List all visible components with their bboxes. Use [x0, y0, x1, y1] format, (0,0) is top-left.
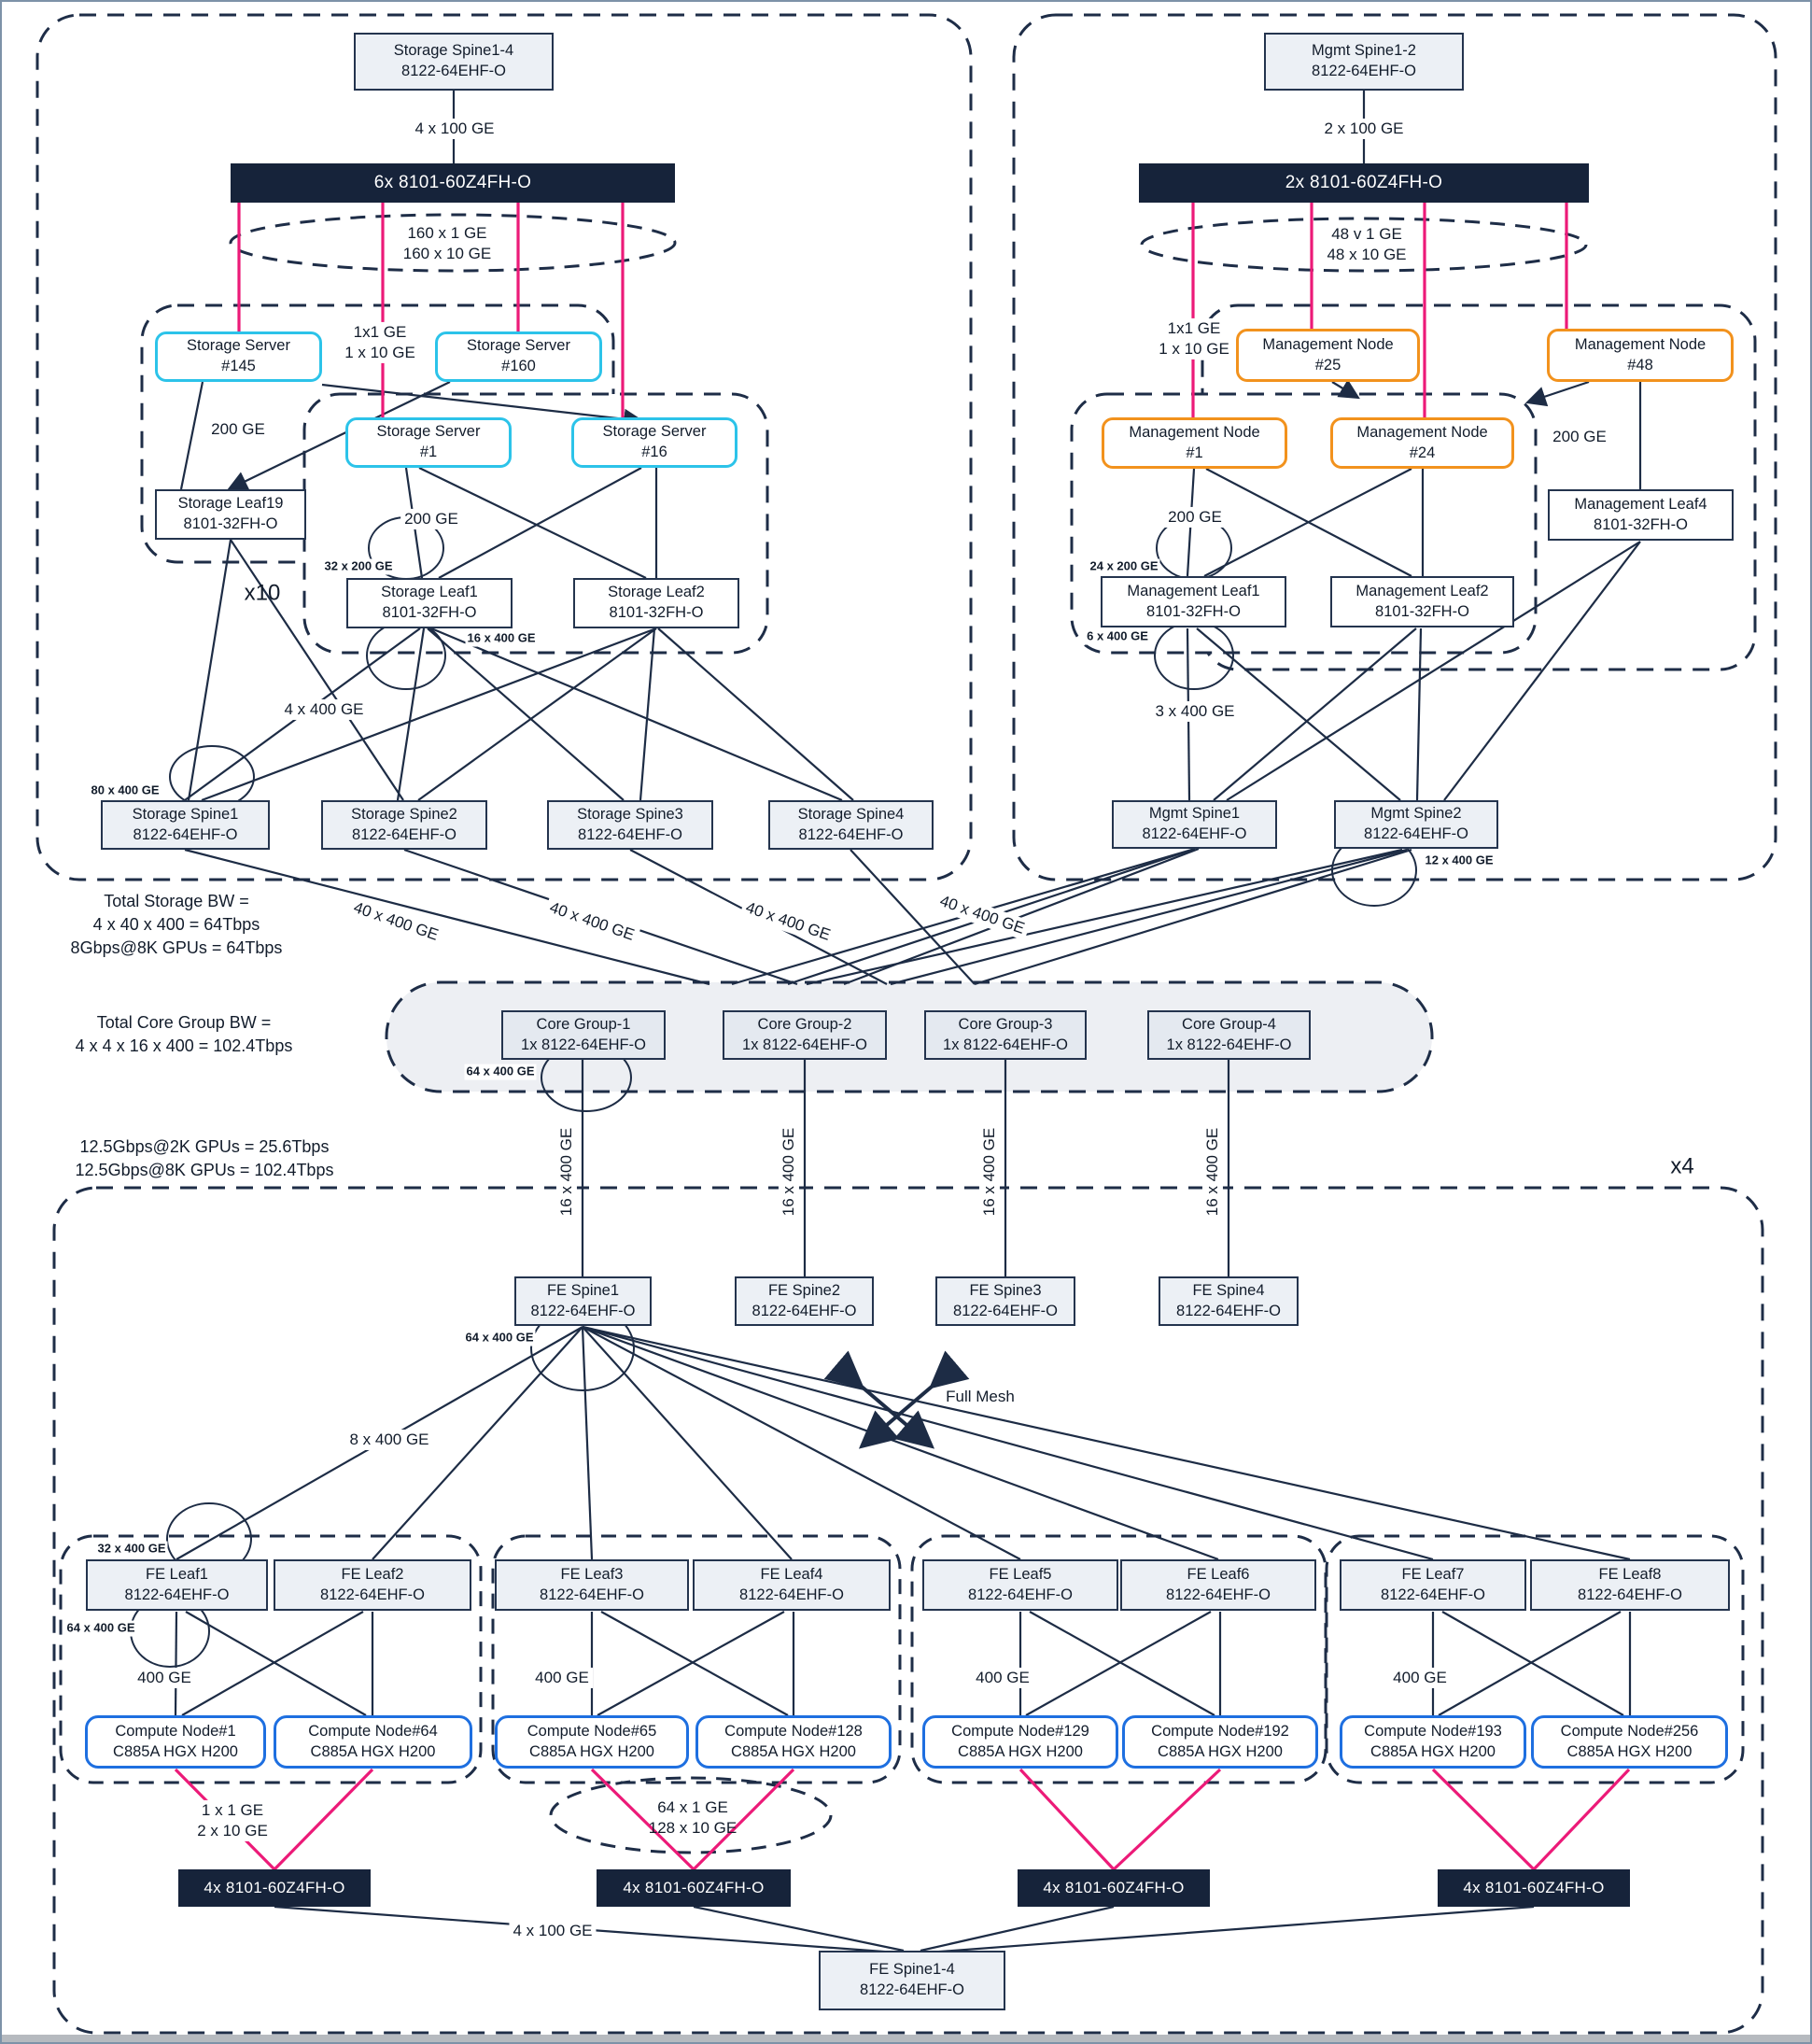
node-storage-server-1: Storage Server #1 [345, 417, 512, 468]
node-mgmt-spine1: Mgmt Spine1 8122-64EHF-O [1112, 800, 1277, 849]
node-fe-spine2: FE Spine2 8122-64EHF-O [735, 1276, 874, 1326]
node-storage-spine2: Storage Spine2 8122-64EHF-O [321, 800, 487, 850]
node-fe-leaf6: FE Leaf6 8122-64EHF-O [1120, 1559, 1316, 1611]
note-total-storage-bw: Total Storage BW = 4 x 40 x 400 = 64Tbps 8Gbps@8K GPUs = 64Tbps [70, 892, 283, 958]
label-12x400ge: 12 x 400 GE [1425, 853, 1494, 867]
node-fe-leaf8: FE Leaf8 8122-64EHF-O [1530, 1559, 1730, 1611]
node-fe-leaf7: FE Leaf7 8122-64EHF-O [1340, 1559, 1526, 1611]
node-fe-spine4: FE Spine4 8122-64EHF-O [1159, 1276, 1299, 1326]
node-core-group-2: Core Group-2 1x 8122-64EHF-O [723, 1010, 887, 1060]
node-fe-leaf4: FE Leaf4 8122-64EHF-O [693, 1559, 891, 1611]
node-mgmt-leaf4: Management Leaf4 8101-32FH-O [1548, 489, 1734, 541]
node-mgmt-leaf1: Management Leaf1 8101-32FH-O [1101, 576, 1286, 627]
label-200ge-leaf4: 200 GE [1549, 427, 1610, 447]
node-storage-leaf1: Storage Leaf1 8101-32FH-O [346, 578, 513, 628]
node-mgmt-leaf2: Management Leaf2 8101-32FH-O [1330, 576, 1514, 627]
label-32x400ge-fe: 32 x 400 GE [97, 1541, 166, 1556]
label-16x400ge-storage: 16 x 400 GE [467, 630, 536, 645]
label-storage-fanout: 160 x 1 GE 160 x 10 GE [402, 223, 492, 262]
node-compute-193: Compute Node#193 C885A HGX H200 [1340, 1715, 1526, 1769]
node-compute-64: Compute Node#64 C885A HGX H200 [274, 1715, 472, 1769]
node-compute-129: Compute Node#129 C885A HGX H200 [922, 1715, 1118, 1769]
node-storage-server-16: Storage Server #16 [571, 417, 737, 468]
label-40x400ge-2: 40 x 400 GE [543, 896, 640, 947]
label-400ge-g4: 400 GE [1389, 1668, 1451, 1688]
node-core-group-4: Core Group-4 1x 8122-64EHF-O [1147, 1010, 1311, 1060]
node-storage-spine3: Storage Spine3 8122-64EHF-O [547, 800, 713, 850]
node-fe-spine3: FE Spine3 8122-64EHF-O [935, 1276, 1075, 1326]
node-mgmt-spine2: Mgmt Spine2 8122-64EHF-O [1334, 800, 1498, 849]
node-storage-leaf2: Storage Leaf2 8101-32FH-O [573, 578, 739, 628]
label-mgmt-server-link: 1x1 GE 1 x 10 GE [1155, 318, 1233, 359]
label-storage-uplink: 4 x 100 GE [411, 119, 498, 139]
label-8x400ge: 8 x 400 GE [345, 1430, 432, 1450]
label-200ge-storage: 200 GE [400, 509, 462, 529]
label-x10: x10 [244, 580, 281, 606]
node-sublabel: 8122-64EHF-O [401, 63, 506, 79]
label-32x200ge: 32 x 200 GE [324, 558, 393, 573]
node-storage-spine-group [354, 33, 554, 91]
node-compute-192: Compute Node#192 C885A HGX H200 [1122, 1715, 1318, 1769]
label-3x400ge: 3 x 400 GE [1151, 701, 1238, 722]
label-40x400ge-4: 40 x 400 GE [934, 890, 1031, 940]
node-fe-oob-4: 4x 8101-60Z4FH-O [1438, 1869, 1630, 1907]
node-storage-leaf19: Storage Leaf19 8101-32FH-O [155, 489, 306, 540]
note-total-core-bw: Total Core Group BW = 4 x 4 x 16 x 400 = 102.4Tbps [75, 1012, 293, 1055]
bottom-window-edge [2, 2035, 1810, 2044]
node-fe-oob-2: 4x 8101-60Z4FH-O [597, 1869, 791, 1907]
node-fe-leaf2: FE Leaf2 8122-64EHF-O [274, 1559, 471, 1611]
node-mgmt-node-48: Management Node #48 [1547, 329, 1734, 382]
label-24x200ge: 24 x 200 GE [1089, 558, 1159, 573]
node-fe-spine1: FE Spine1 8122-64EHF-O [514, 1276, 652, 1326]
label-6x400ge: 6 x 400 GE [1087, 628, 1148, 643]
node-storage-oob-switches [231, 163, 675, 203]
label-4x400ge: 4 x 400 GE [280, 699, 367, 720]
note-gpu-bw: 12.5Gbps@2K GPUs = 25.6Tbps 12.5Gbps@8K GPUs = 102.4Tbps [75, 1136, 334, 1179]
label-storage-server-link: 1x1 GE 1 x 10 GE [341, 322, 419, 363]
node-compute-128: Compute Node#128 C885A HGX H200 [695, 1715, 892, 1769]
node-fe-leaf1: FE Leaf1 8122-64EHF-O [86, 1559, 268, 1611]
node-storage-spine1: Storage Spine1 8122-64EHF-O [101, 800, 270, 850]
node-core-group-3: Core Group-3 1x 8122-64EHF-O [924, 1010, 1087, 1060]
label-mgmt-fanout: 48 v 1 GE 48 x 10 GE [1327, 224, 1407, 263]
label-16x400ge-v3: 16 x 400 GE [979, 1124, 1000, 1220]
node-label: Storage Spine1-4 [393, 42, 514, 60]
node-mgmt-node-25: Management Node #25 [1236, 329, 1420, 382]
label-40x400ge-3: 40 x 400 GE [739, 896, 836, 947]
node-compute-256: Compute Node#256 C885A HGX H200 [1531, 1715, 1728, 1769]
node-mgmt-spine-group: Mgmt Spine1-2 8122-64EHF-O [1264, 33, 1464, 91]
node-mgmt-node-24: Management Node #24 [1330, 417, 1514, 469]
label-200ge-leaf19: 200 GE [207, 419, 269, 440]
node-fe-leaf5: FE Leaf5 8122-64EHF-O [922, 1559, 1118, 1611]
label-mgmt-uplink: 2 x 100 GE [1320, 119, 1407, 139]
label-400ge-g1: 400 GE [133, 1668, 195, 1688]
node-storage-spine4: Storage Spine4 8122-64EHF-O [768, 800, 934, 850]
node-compute-65: Compute Node#65 C885A HGX H200 [495, 1715, 689, 1769]
node-fe-spine-group: FE Spine1-4 8122-64EHF-O [819, 1951, 1005, 2010]
node-mgmt-oob-switches: 2x 8101-60Z4FH-O [1139, 163, 1589, 203]
label-64x400ge-core: 64 x 400 GE [466, 1064, 535, 1078]
label-full-mesh: Full Mesh [946, 1387, 1015, 1405]
node-label: 6x 8101-60Z4FH-O [373, 173, 532, 193]
node-mgmt-node-1: Management Node #1 [1102, 417, 1287, 469]
label-400ge-g2: 400 GE [531, 1668, 593, 1688]
label-host-fanout: 64 x 1 GE 128 x 10 GE [648, 1797, 737, 1837]
label-80x400ge: 80 x 400 GE [91, 782, 160, 797]
node-fe-oob-3: 4x 8101-60Z4FH-O [1018, 1869, 1210, 1907]
label-4x100ge-bottom: 4 x 100 GE [509, 1921, 596, 1941]
label-40x400ge-1: 40 x 400 GE [347, 896, 444, 947]
node-fe-leaf3: FE Leaf3 8122-64EHF-O [495, 1559, 689, 1611]
label-16x400ge-v1: 16 x 400 GE [556, 1124, 577, 1220]
label-400ge-g3: 400 GE [972, 1668, 1033, 1688]
node-compute-1: Compute Node#1 C885A HGX H200 [85, 1715, 266, 1769]
label-x4: x4 [1670, 1153, 1694, 1179]
label-16x400ge-v4: 16 x 400 GE [1202, 1124, 1223, 1220]
label-64x400ge-fespine: 64 x 400 GE [465, 1330, 534, 1345]
label-64x400ge-feleaf: 64 x 400 GE [66, 1620, 135, 1635]
label-200ge-mgmt: 200 GE [1164, 507, 1226, 528]
label-host-link: 1 x 1 GE 2 x 10 GE [193, 1800, 272, 1841]
node-storage-server-160: Storage Server #160 [435, 331, 602, 382]
node-fe-oob-1: 4x 8101-60Z4FH-O [178, 1869, 371, 1907]
node-storage-server-145: Storage Server #145 [155, 331, 322, 382]
label-16x400ge-v2: 16 x 400 GE [779, 1124, 799, 1220]
node-core-group-1: Core Group-1 1x 8122-64EHF-O [501, 1010, 666, 1060]
